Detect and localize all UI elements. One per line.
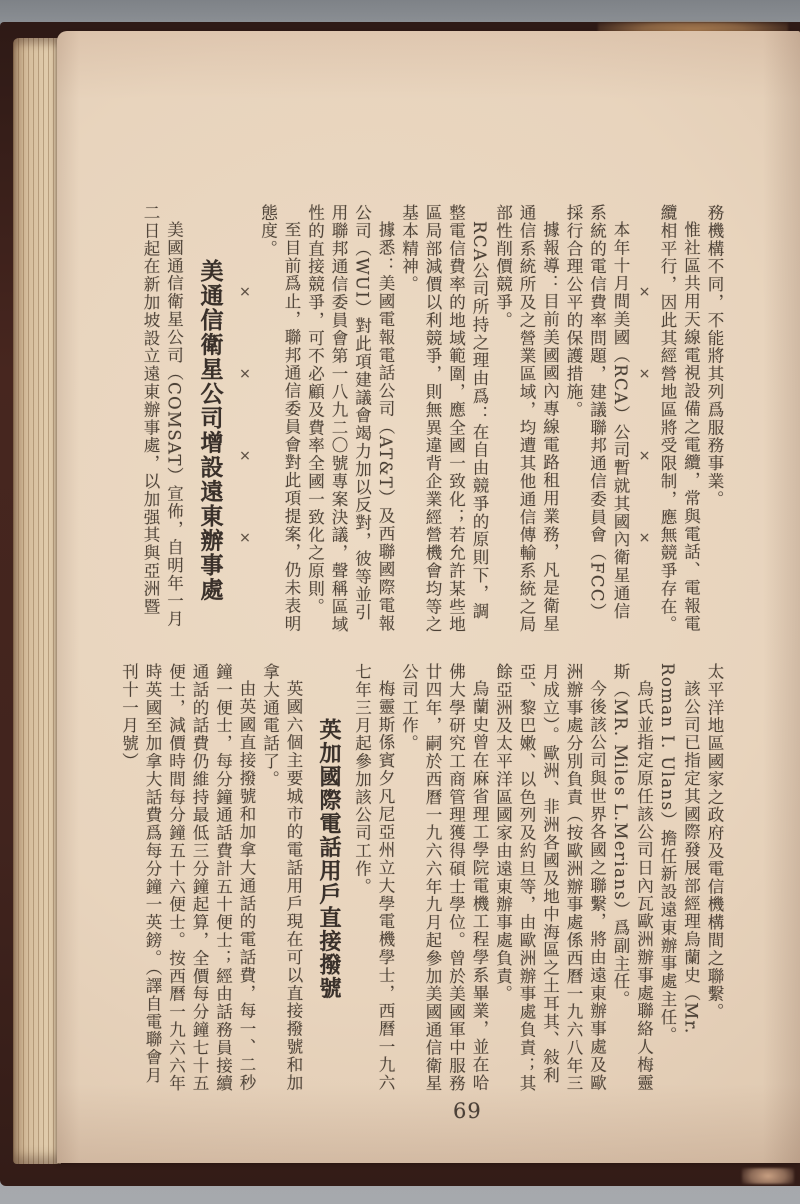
- text-paragraph: 至目前爲止，聯邦通信委員會對此項提案，仍未表明態度。: [258, 204, 301, 634]
- text-paragraph: 由英國直接撥號和加拿大通話的電話費，每一、二秒鐘一便士，每分鐘通話費計五十便士；經由話務員接續通話的話費仍維持最低三分鐘起算，全價每分鐘七十五便士，減價時間每分鐘五十六便士。按西曆一九六六年時英國至加拿大話費爲每分鐘一英鎊。（譯自電聯會月刊十一月號）: [119, 663, 256, 1093]
- text-paragraph: 英國六個主要城市的電話用戶現在可以直接撥號和加拿大通電話了。: [260, 663, 303, 1093]
- text-paragraph: 美國通信衛星公司（COMSAT）宣佈，自明年一月二日起在新加坡設立遠東辦事處，以加强其與亞洲暨: [141, 204, 184, 629]
- text-paragraph: 惟社區共用天線電視設備之電纜，常與電話、電報電纜相平行，因此其經營地區將受限制，應無競爭存在。: [658, 204, 701, 634]
- book-page: [57, 31, 800, 1163]
- section-separator: ××××: [237, 284, 253, 612]
- article-heading: 英加國際電話用戶直接撥號: [316, 718, 342, 1000]
- page-number: 69: [453, 1099, 482, 1123]
- text-paragraph: 務機構不同，不能將其列爲服務事業。: [705, 204, 724, 509]
- bottom-text-band: [119, 663, 726, 1097]
- text-paragraph: 梅靈斯係賓夕凡尼亞州立大學電機學士，西曆一九六七年三月起參加該公司工作。: [352, 663, 395, 1093]
- cover-wear-mark-bottom: [742, 1168, 794, 1184]
- text-paragraph: 本年十月間美國（RCA）公司暫就其國內衛星通信系統的電信費率問題，建議聯邦通信委員會（FCC）採行合理公平的保護措施。: [564, 204, 630, 621]
- text-paragraph: 烏蘭史曾在麻省理工學院電機工程學系畢業，並在哈佛大學研究工商管理獲得碩士學位。曾於美國軍中服務廿四年，嗣於西曆一九六六年九月起參加美國通信衛星公司工作。: [399, 663, 489, 1093]
- text-paragraph: 太平洋地區國家之政府及電信機構間之聯繫。: [705, 663, 724, 1021]
- article-heading: 美通信衛星公司增設遠東辦事處: [196, 259, 224, 602]
- section-separator: ××××: [636, 284, 653, 612]
- text-paragraph: 該公司已指定其國際發展部經理烏蘭史（Mr. Roman I. Ulans）擔任新設遠東辦事處主任。: [658, 663, 701, 1045]
- text-paragraph: 據報導：目前美國國內專線電路租用業務，凡是衛星通信系統所及之營業區域，均遭其他通信傳輸系統之局部性削價競爭。: [493, 204, 560, 634]
- text-paragraph: 今後該公司與世界各國之聯繫，將由遠東辦事處及歐洲辦事處分別負責（按歐洲辦事處係西曆一九六八年三月成立）。歐洲、非洲各國及地中海區之土耳其、敍利亞、黎巴嫩、以色列及約旦等，由歐洲辦事處負責；其餘亞洲及太平洋區國家由遠東辦事處負責。: [493, 663, 607, 1093]
- top-text-band: [141, 204, 726, 636]
- text-paragraph: 據悉：美國電報電話公司（AT&T）及西聯國際電報公司（WUI）對此項建議會竭力加以反對，彼等並引用聯邦通信委員會第一八九二〇號專案決議，聲稱區域性的直接競爭，可不必顧及費率全國一致化之原則。: [305, 204, 395, 634]
- page-edge-stack: [13, 38, 61, 1164]
- text-paragraph: 烏氏並指定原任該公司日內瓦歐洲辦事處聯絡人梅靈斯（MR. Miles L.Merians）爲副主任。: [611, 663, 654, 1093]
- text-paragraph: RCA公司所持之理由爲：在自由競爭的原則下，調整電信費率的地域範圍，應全國一致化；若允許某些地區局部減價以利競爭，則無異違背企業經營機會均等之基本精神。: [399, 204, 489, 634]
